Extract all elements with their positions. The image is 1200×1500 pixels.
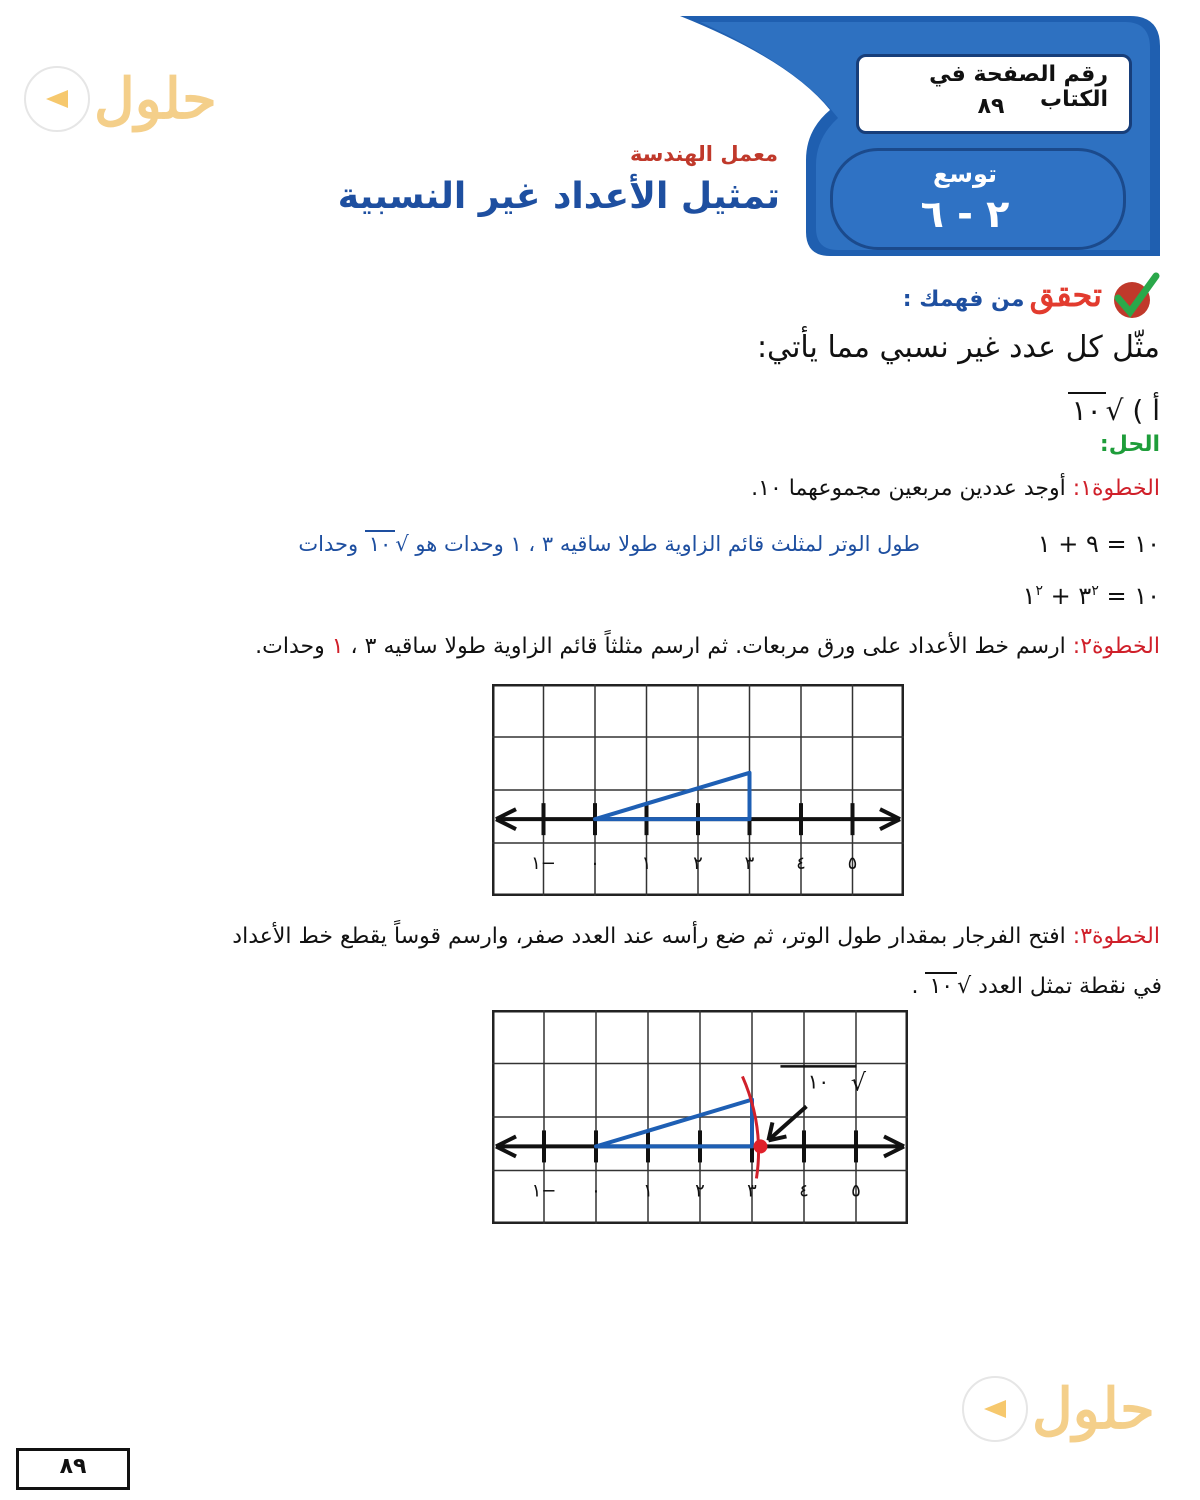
equation-1: ١٠ = ٩ + ١ [1037, 530, 1160, 558]
logo-word: حلول [94, 66, 217, 132]
equation-2 [940, 582, 1160, 610]
note-before: طول الوتر لمثلث قائم الزاوية طولا ساقيه ٣ ، ١ وحدات هو [415, 532, 920, 556]
radical-sign-icon: √ [957, 974, 972, 999]
hypotenuse-note [200, 530, 920, 556]
radical-sign-icon: √ [850, 1068, 867, 1097]
tick-label: ٤ [799, 1180, 809, 1202]
watermark-logo-bottom [962, 1376, 1155, 1442]
tick-label: ٠ [590, 853, 600, 875]
check-word-sub: من فهمك : [902, 287, 1025, 312]
item-a [960, 392, 1160, 427]
check-prompt: مثّل كل عدد غير نسبي مما يأتي: [756, 330, 1160, 365]
logo-word: حلول [1032, 1376, 1155, 1442]
eq2-exp-b: ٢ [1035, 583, 1044, 599]
sqrt10-label: ١٠ [807, 1069, 830, 1094]
step3-radicand: ١٠ [925, 972, 957, 999]
tick-label: ٣ [744, 853, 755, 875]
step1-line [600, 476, 1160, 501]
watermark-logo-top [24, 66, 217, 132]
lab-name: معمل الهندسة [629, 142, 778, 166]
page-number-label: رقم الصفحة في الكتاب [929, 62, 1108, 112]
sqrt10-point [753, 1139, 767, 1153]
section-kind: توسع [932, 160, 998, 188]
check-heading [780, 276, 1102, 314]
step2-label: الخطوة٢: [1072, 634, 1160, 659]
number-line-graph-2 [492, 1010, 908, 1224]
check-word-main: تحقق [1029, 276, 1102, 314]
eq2-left: ١٠ = ٣ [1078, 582, 1160, 610]
item-a-radicand: ١٠ [1068, 392, 1106, 427]
eq2-exp-a: ٢ [1091, 583, 1099, 599]
step3-line-2 [700, 972, 1162, 999]
page-number-value: ٨٩ [977, 94, 1005, 119]
tick-label: ٥ [851, 1180, 861, 1202]
step2-line [140, 634, 1160, 659]
step2-one: ١ [331, 634, 344, 659]
tick-label: ٣ [747, 1180, 757, 1202]
radical-sign-icon: √ [1105, 394, 1124, 427]
solution-label: الحل: [1099, 432, 1160, 457]
item-a-label: أ ) [1132, 394, 1160, 427]
tick-label: ٢ [695, 1180, 705, 1202]
radical-sign-icon: √ [395, 532, 409, 556]
tick-label: ٠ [591, 1180, 601, 1202]
tick-label: ١− [531, 853, 556, 875]
note-sqrt [365, 530, 409, 556]
tick-label: ١− [531, 1180, 557, 1202]
number-line-graph-1 [492, 684, 904, 896]
note-after: وحدات [298, 532, 359, 556]
step3-sqrt [925, 972, 971, 999]
tick-label: ١ [641, 853, 652, 875]
step2-end: وحدات. [255, 634, 325, 659]
step3-end: . [911, 974, 919, 999]
item-a-sqrt [1068, 392, 1124, 427]
checkmark-icon [1106, 272, 1160, 322]
tick-label: ١ [643, 1180, 653, 1202]
note-radicand: ١٠ [365, 530, 396, 556]
section-number: ٢ - ٦ [920, 192, 1010, 236]
step1-text: أوجد عددين مربعين مجموعهما ١٠. [751, 476, 1066, 501]
step3-line [120, 924, 1160, 949]
step1-label: الخطوة١: [1072, 476, 1160, 501]
tick-label: ٢ [693, 853, 703, 875]
footer-page-number: ٨٩ [59, 1454, 87, 1479]
logo-badge-icon [24, 66, 90, 132]
logo-badge-icon [962, 1376, 1028, 1442]
lesson-title: تمثيل الأعداد غير النسبية [337, 176, 780, 217]
eq2-mid: + ١ [1022, 582, 1079, 610]
step3-text: افتح الفرجار بمقدار طول الوتر، ثم ضع رأسه عند العدد صفر، وارسم قوساً يقطع خط الأعداد [232, 924, 1066, 949]
step2-text: ارسم خط الأعداد على ورق مربعات. ثم ارسم مثلثاً قائم الزاوية طولا ساقيه ٣ ، [350, 634, 1066, 659]
step3-label: الخطوة٣: [1072, 924, 1160, 949]
tick-label: ٤ [796, 853, 806, 875]
step3-line2-text: في نقطة تمثل العدد [978, 974, 1162, 999]
tick-label: ٥ [847, 853, 858, 875]
